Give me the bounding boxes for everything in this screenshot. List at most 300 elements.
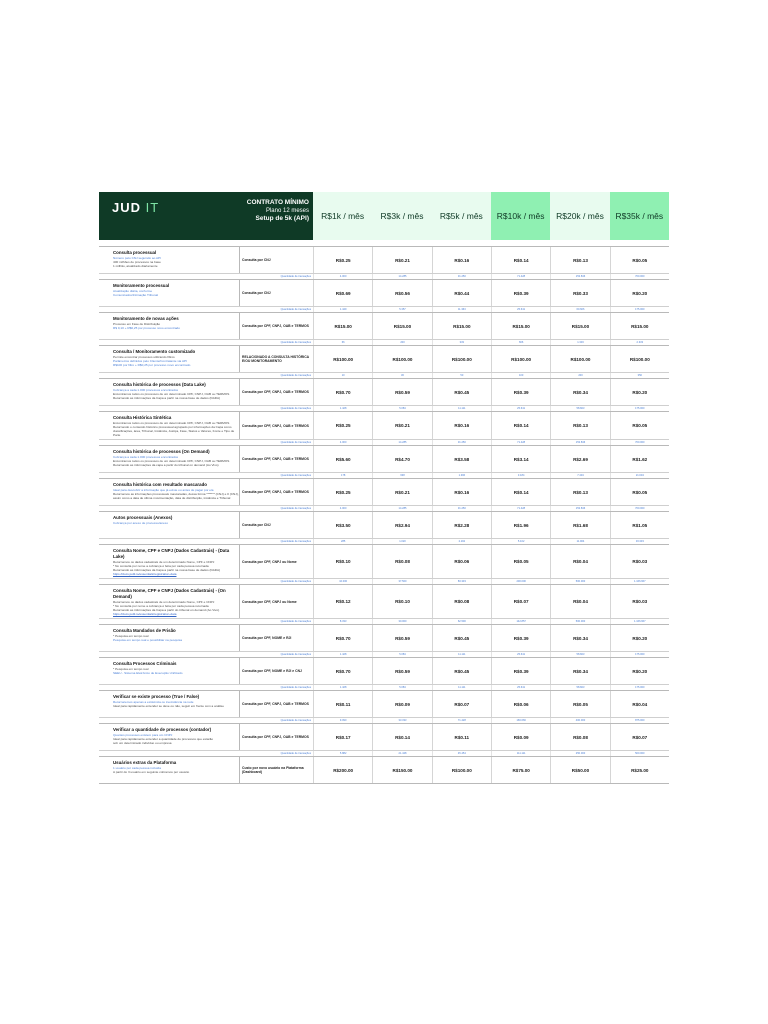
query-method: Consulta por CPF, NOME e RJI e CNJ [239,658,313,684]
price-cell: R$0.20 [610,625,669,651]
query-method: Consulta por CPF, CNPJ, OAB e TERMOS [239,412,313,439]
docs-link[interactable]: https://docs.judit.io/essentials/registration-data [113,612,177,616]
quantity-cell: 7.434 [550,473,609,478]
price-cell: R$15.00 [550,313,609,339]
row-subtitle: Atualização diária, conforme [113,289,153,293]
price-cell: R$0.70 [313,625,372,651]
price-cell: R$0.05 [610,479,669,505]
quantity-cell: 58.823 [550,406,609,411]
price-cell: R$100.00 [550,346,609,372]
price-cell: R$0.59 [372,379,431,405]
price-cell: R$0.07 [491,585,550,618]
price-cell: R$0.14 [491,479,550,505]
row-subtitle: Retornamos os dados cadastrais de um determinado Nome, CPF e CNPJ [113,600,215,604]
row-title: Verificar a quantidade de processos (contador) [113,727,212,732]
quantity-cell: 62.500 [432,619,491,624]
price-cell: R$15.00 [491,313,550,339]
price-cell: R$0.11 [313,691,372,717]
price-cell: R$0.33 [550,280,609,306]
quantity-cell: 21.604 [610,473,669,478]
quantity-cell: 5.084 [372,685,431,690]
price-cell: R$15.00 [313,313,372,339]
quantity-cell: 175.000 [610,307,669,312]
row-description [99,313,239,339]
quantity-cell: 14.285 [372,506,431,511]
row-subtitle: Retornamos os dados cadastrais de um determinado Nome, CPF e CNPJ [113,560,215,564]
quantity-cell: 350 [610,373,669,378]
row-description [99,585,239,618]
quantity-cell: 11.111 [432,685,491,690]
quantity-cell: 3.184 [491,473,550,478]
quantity-row [99,505,669,511]
row-subtitle: R$100 por filtro + R$0,25 por processo novo encontrado [113,363,191,367]
row-subtitle: Ideal para descobrir a informação que já existe ou antes de pagar por ela [113,488,214,492]
quantity-label: Quantidade de transações [280,407,311,410]
price-cell: R$0.39 [491,625,550,651]
price-cell: R$0.25 [313,479,372,505]
price-cell: R$15.00 [432,313,491,339]
price-cell: R$0.39 [491,280,550,306]
quantity-cell: 33.333 [372,718,431,723]
quantity-cell: 25.641 [491,652,550,657]
quantity-row [99,372,669,378]
row-title: Consulta Mandados de Prisão [113,628,176,633]
table-row [99,246,669,273]
row-subtitle: Comunicados/Intimação Tribunal [113,293,159,297]
table-row [99,378,669,405]
row-title: Consulta / Monitoramento customizado [113,349,196,354]
quantity-row [99,538,669,544]
quantity-label: Quantidade de transações [280,580,311,583]
query-method: Consulta por CPF, CNPJ, OAB e TERMOS [239,691,313,717]
quantity-cell: 400.000 [550,718,609,723]
row-subtitle: sob um determinado individuo ou empresa [113,741,172,745]
quantity-cell: 50 [432,373,491,378]
quantity-cell: 1.166.667 [610,619,669,624]
quantity-cell: 45.454 [432,751,491,756]
quantity-cell: 200 [372,340,431,345]
quantity-cell: 111.111 [491,751,550,756]
quantity-row [99,618,669,624]
table-row [99,478,669,505]
tier-4: R$10k / mês [491,192,550,240]
price-cell: R$4.70 [372,446,431,472]
price-cell: R$3.50 [313,512,372,538]
quantity-cell: 58.823 [550,685,609,690]
quantity-row [99,578,669,584]
price-cell: R$0.04 [610,691,669,717]
price-cell: R$1.96 [491,512,550,538]
quantity-cell: 2.333 [610,340,669,345]
row-description [99,757,239,783]
quantity-cell: 60.606 [550,307,609,312]
brand-cell [99,192,239,240]
price-cell: R$0.25 [313,247,372,273]
quantity-cell: 700.000 [610,274,669,279]
docs-link[interactable]: https://docs.judit.io/essentials/registration-data [113,572,177,576]
row-title: Usuários extras da Plataforma [113,760,177,765]
row-subtitle: Permite encontrar processos utilizando filtros [113,355,175,359]
quantity-cell: 8.333 [313,619,372,624]
quantity-cell: 700.000 [610,506,669,511]
query-method: Consulta por CPF, CNPJ, OAB e TERMOS [239,479,313,505]
price-cell: R$0.44 [432,280,491,306]
quantity-cell: 71.428 [491,440,550,445]
query-method: Consulta por CPF, NOME e RJI [239,625,313,651]
quantity-row [99,717,669,723]
price-cell: R$100.00 [432,757,491,783]
row-description [99,658,239,684]
tier-5: R$20k / mês [550,192,609,240]
price-cell: R$200.00 [313,757,372,783]
query-method: Consulta por CPF, CNPJ ou Nome [239,585,313,618]
tier-2: R$3k / mês [372,192,431,240]
row-description [99,446,239,472]
row-subtitle: 1 usuário por cada pessoa incluída [113,766,161,770]
table-row [99,312,669,339]
row-description [99,691,239,717]
quantity-cell: 83.333 [432,579,491,584]
row-subtitle: assim como a data de última movimentação, data de distribuição, instância e Tribunal [113,496,231,500]
price-cell: R$0.20 [610,280,669,306]
row-description [99,412,239,439]
quantity-cell: 250.000 [550,751,609,756]
quantity-label: Quantidade de transações [280,308,311,311]
price-cell: R$0.39 [491,379,550,405]
row-description [99,247,239,273]
price-cell: R$0.56 [372,280,431,306]
row-title: Monitoramento processual [113,283,170,288]
quantity-cell: 71.428 [491,274,550,279]
price-cell: R$0.06 [491,691,550,717]
price-cell: R$75.00 [491,757,550,783]
price-cell: R$0.10 [372,585,431,618]
price-cell: R$0.03 [610,545,669,578]
quantity-cell: 200.000 [491,579,550,584]
price-cell: R$0.05 [550,691,609,717]
quantity-cell: 31.250 [432,440,491,445]
row-subtitle: Retornando as informações da capa a partir do tribunal on demand (Ao Vivo) [113,463,219,467]
quantity-cell: 166.666 [491,718,550,723]
quantity-cell: 500.000 [550,579,609,584]
table-row [99,411,669,439]
table-row [99,723,669,750]
row-subtitle: Quantos processos existem para um CNPJ [113,733,173,737]
quantity-row [99,405,669,411]
quantity-cell: 5.102 [491,539,550,544]
price-cell: R$0.12 [313,585,372,618]
quantity-cell: 1.428 [313,652,372,657]
price-cell: R$100.00 [610,346,669,372]
row-description [99,479,239,505]
quantity-label: Quantidade de transações [280,752,311,755]
quantity-label: Quantidade de transações [280,686,311,689]
quantity-label: Quantidade de transações [280,653,311,656]
query-method: Consulta por CNJ [239,512,313,538]
logo-accent: IT [145,200,160,215]
row-title: Consulta Nome, CPF e CNPJ (Dados Cadastrais) - (Data Lake) [113,548,230,559]
quantity-row [99,273,669,279]
row-subtitle: Retornamos as informações processuais mascaradas, dessa forma ******* (CNJ) e 0 (CNJ), [113,492,239,496]
quantity-cell: 14.285 [372,440,431,445]
row-description [99,280,239,306]
row-title: Monitoramento de novas ações [113,316,179,321]
price-cell: R$0.13 [550,247,609,273]
quantity-cell: 1.020 [372,539,431,544]
price-cell: R$0.08 [372,545,431,578]
quantity-cell: 4.000 [313,506,372,511]
row-subtitle: Ideal para rapidamente entender a quantidade de processos que estarão [113,737,214,741]
query-method: Custo por novo usuário na Plataforma (Dashboard) [239,757,313,783]
table-row [99,690,669,717]
tier-6: R$35k / mês [610,192,669,240]
quantity-label: Quantidade de transações [280,540,311,543]
quantity-row [99,439,669,445]
price-cell: R$0.03 [610,585,669,618]
price-cell: R$0.07 [432,691,491,717]
price-cell: R$0.11 [432,724,491,750]
price-cell: R$0.25 [313,412,372,439]
quantity-cell: 11.363 [432,307,491,312]
price-cell: R$0.14 [491,412,550,439]
price-cell: R$1.68 [550,512,609,538]
price-cell: R$0.05 [610,247,669,273]
quantity-cell: 5.357 [372,307,431,312]
quantity-cell: 1.333 [550,340,609,345]
row-subtitle: Encontramos todos os processos de um determinado CPF, CNPJ, OAB ou TERMOS [113,459,230,463]
row-subtitle: A partir do 3 usuário em seguinte cobramos por usuário [113,770,190,774]
quantity-cell: 25.641 [491,406,550,411]
query-method: Consulta por CPF, CNPJ, OAB e TERMOS [239,379,313,405]
table-row [99,584,669,618]
quantity-label: Quantidade de transações [280,474,311,477]
table-row [99,445,669,472]
quantity-cell: 11.111 [432,406,491,411]
quantity-label: Quantidade de transações [280,620,311,623]
table-body [99,246,669,784]
price-cell: R$0.09 [491,724,550,750]
quantity-cell: 700.000 [610,440,669,445]
quantity-row [99,651,669,657]
quantity-label: Quantidade de transações [280,275,311,278]
price-cell: R$0.45 [432,625,491,651]
quantity-cell: 638 [372,473,431,478]
row-subtitle: 1 milhão, atualizado diariamente [113,264,158,268]
quantity-cell: 153.846 [550,440,609,445]
price-cell: R$0.21 [372,479,431,505]
plan-title: CONTRATO MÍNIMO [246,199,309,206]
row-description [99,512,239,538]
price-cell: R$0.05 [491,545,550,578]
row-subtitle: Pesquisa em tempo real e possibilitar na pesquisa [113,638,182,642]
price-cell: R$0.09 [372,691,431,717]
quantity-cell: 500.000 [610,751,669,756]
price-cell: R$0.69 [313,280,372,306]
row-title: Autos processuais (Anexos) [113,515,173,520]
price-cell: R$0.21 [372,412,431,439]
price-cell: R$150.00 [372,757,431,783]
tier-1: R$1k / mês [313,192,372,240]
row-subtitle: 400 milhões de processos na base [113,260,161,264]
quantity-label: Quantidade de transações [280,507,311,510]
row-subtitle: * No consulta por nome a cobrança é feita por cada pessoa retornada [113,564,209,568]
price-cell: R$0.59 [372,625,431,651]
quantity-cell: 1.428 [313,685,372,690]
row-title: Consulta histórica de processos (On Demand) [113,449,210,454]
price-cell: R$0.59 [372,658,431,684]
table-row [99,511,669,538]
table-row [99,544,669,578]
price-cell: R$100.00 [432,346,491,372]
price-cell: R$50.00 [550,757,609,783]
price-cell: R$0.20 [610,379,669,405]
row-subtitle: * Pesquisa em tempo real [113,634,149,638]
judit-logo [112,200,159,215]
quantity-cell: 10 [313,373,372,378]
quantity-cell: 30 [372,373,431,378]
row-description [99,379,239,405]
query-method: Consulta por CNJ [239,280,313,306]
quantity-label: Quantidade de transações [280,374,311,377]
query-method: Consulta por CPF, CNPJ ou Nome [239,545,313,578]
row-subtitle: Cobrança por anexo de processo/anexo [113,521,169,525]
row-description [99,625,239,651]
table-row [99,279,669,306]
price-cell: R$2.28 [432,512,491,538]
row-subtitle: * Pesquisa em tempo real [113,667,149,671]
quantity-cell: 31.250 [432,506,491,511]
quantity-cell: 71.428 [491,506,550,511]
quantity-cell: 285 [313,539,372,544]
price-cell: R$15.00 [372,313,431,339]
quantity-cell: 4.000 [313,440,372,445]
price-cell: R$0.14 [491,247,550,273]
quantity-row [99,750,669,756]
row-subtitle: Retornando as informações da Capa a partir na nossa base de dados (DADA) [113,396,221,400]
quantity-row [99,306,669,312]
price-cell: R$0.07 [610,724,669,750]
row-title: Consulta Nome, CPF e CNPJ (Dados Cadastrais) - (On Demand) [113,588,226,599]
row-title: Consulta processual [113,250,157,255]
price-cell: R$0.06 [432,545,491,578]
quantity-label: Quantidade de transações [280,441,311,444]
price-cell: R$3.14 [491,446,550,472]
quantity-cell: 178 [313,473,372,478]
quantity-row [99,472,669,478]
price-cell: R$0.14 [372,724,431,750]
logo-text: JUD [112,200,142,215]
row-title: Consulta Processos Criminais [113,661,177,666]
quantity-cell: 666 [491,340,550,345]
quantity-cell: 21.428 [372,751,431,756]
quantity-cell: 142.857 [491,619,550,624]
quantity-cell: 11.111 [432,652,491,657]
price-cell: R$0.39 [491,658,550,684]
quantity-cell: 14.285 [372,274,431,279]
price-cell: R$2.94 [372,512,431,538]
row-description [99,346,239,372]
price-cell: R$100.00 [491,346,550,372]
quantity-cell: 1.449 [313,307,372,312]
tier-3: R$5k / mês [432,192,491,240]
quantity-row [99,339,669,345]
table-row [99,624,669,651]
row-title: Consulta histórica com resultado mascarado [113,482,207,487]
row-subtitle: Retornando as informações da Capa a partir na nossa base de dados (DADA) [113,568,221,572]
quantity-cell: 37.500 [372,579,431,584]
row-description [99,724,239,750]
row-title: Verificar se existe processo (True / False) [113,694,200,699]
price-cell: R$0.70 [313,658,372,684]
row-subtitle: Cobrança a cada 1.000 processos encontrados [113,388,179,392]
price-cell: R$25.00 [610,757,669,783]
quantity-cell: 10.000 [313,579,372,584]
pricing-table [99,192,669,784]
price-cell: R$0.34 [550,625,609,651]
price-cell: R$0.16 [432,479,491,505]
price-cell: R$0.16 [432,247,491,273]
price-cell: R$1.05 [610,512,669,538]
plan-duration: Plano 12 meses [265,208,309,214]
query-method: Consulta por CNJ [239,247,313,273]
quantity-row [99,684,669,690]
quantity-cell: 875.000 [610,718,669,723]
row-description [99,545,239,578]
quantity-cell: 2.192 [432,539,491,544]
quantity-cell: 9.090 [313,718,372,723]
table-row [99,345,669,372]
row-subtitle: Retornando as informações da Capa a partir do tribunal on demand (Ao Vivo) [113,608,220,612]
price-cell: R$0.04 [550,585,609,618]
row-subtitle: Encontramos todos os processos de um determinado CPF, CNPJ, OAB ou TERMOS [113,392,230,396]
quantity-cell: 11.904 [550,539,609,544]
table-row [99,657,669,684]
row-subtitle: Cobrança a cada 1.000 processos encontrados [113,455,179,459]
quantity-cell: 153.846 [550,274,609,279]
quantity-cell: 31.250 [432,274,491,279]
price-cell: R$0.45 [432,379,491,405]
query-method: Consulta por CPF, CNPJ, OAB e TERMOS [239,724,313,750]
price-cell: R$0.05 [610,412,669,439]
row-subtitle: Retornaremos apenas a existência ou inexistência na rede [113,700,194,704]
row-subtitle: Retornando o conteúdo histórico processual agrupado por informações da Capa como classificações, área, Tribunal, Instância, Justiça, Fase, Status e Valores, Fonte e Tipo de Parte [113,425,235,437]
quantity-cell: 1.428 [313,406,372,411]
price-cell: R$3.58 [432,446,491,472]
price-cell: R$0.08 [432,585,491,618]
quantity-cell: 1.396 [432,473,491,478]
plan-info [239,192,313,240]
quantity-cell: 100 [491,373,550,378]
quantity-label: Quantidade de transações [280,719,311,722]
quantity-cell: 4.000 [313,274,372,279]
quantity-cell: 5.084 [372,406,431,411]
quantity-cell: 58.823 [550,652,609,657]
quantity-cell: 175.000 [610,652,669,657]
quantity-cell: 66 [313,340,372,345]
price-cell: R$0.17 [313,724,372,750]
price-cell: R$15.00 [610,313,669,339]
row-subtitle: SEEU - Sistema Eletrônico de Execução Unificado [113,671,183,675]
price-cell: R$0.70 [313,379,372,405]
quantity-cell: 71.428 [432,718,491,723]
quantity-cell: 175.000 [610,406,669,411]
plan-setup: Setup de 5k (API) [255,215,309,222]
quantity-cell: 5.084 [372,652,431,657]
quantity-cell: 25.641 [491,307,550,312]
row-subtitle: R$ 0,10 + R$0,25 por processo novo encontrado [113,326,180,330]
quantity-cell: 153.846 [550,506,609,511]
price-cell: R$0.08 [550,724,609,750]
